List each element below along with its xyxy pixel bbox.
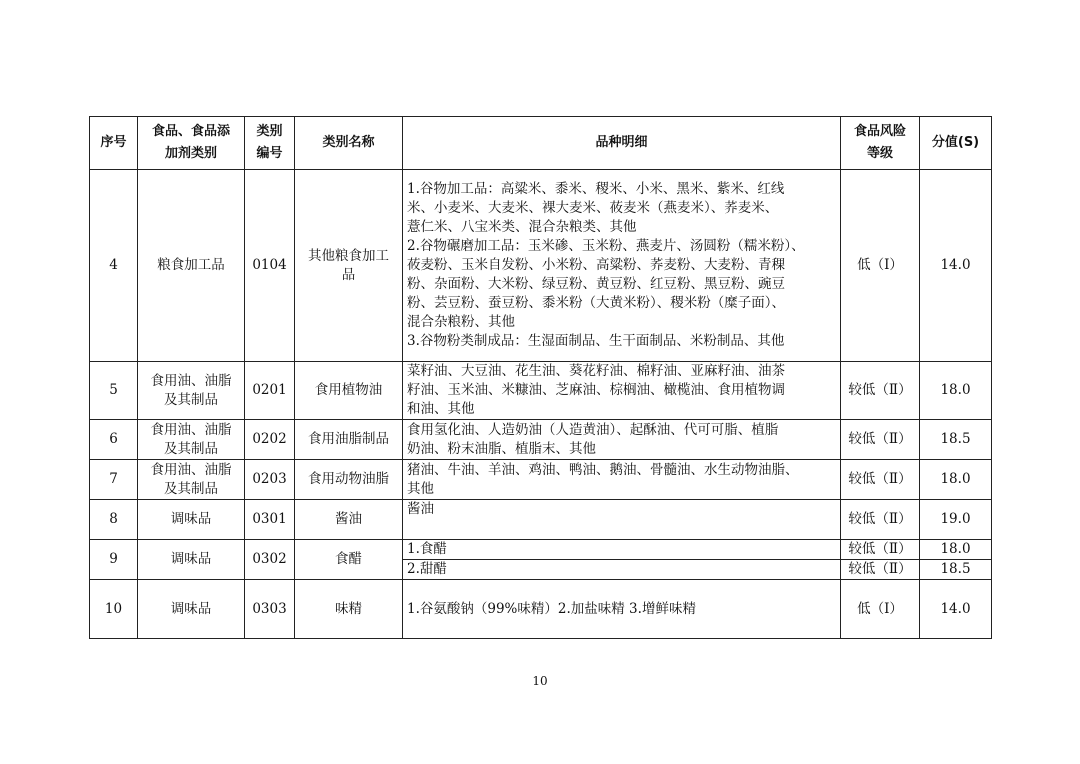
category-line: 调味品 — [170, 600, 212, 617]
code-cell: 0201 — [245, 362, 295, 420]
category-cell — [138, 420, 245, 460]
name-line: 食用油脂制品 — [308, 431, 389, 447]
name-cell — [295, 540, 403, 580]
name-cell — [295, 420, 403, 460]
header-code-line-1: 类别 — [256, 124, 283, 139]
risk-cell: 较低（Ⅱ） — [841, 362, 920, 420]
header-category-line-2: 加剂类别 — [164, 146, 217, 161]
name-cell — [295, 362, 403, 420]
seq-cell: 4 — [90, 170, 138, 362]
food-risk-table — [89, 116, 992, 639]
detail-line: 粉、杂面粉、大米粉、绿豆粉、黄豆粉、红豆粉、黑豆粉、豌豆 — [407, 276, 785, 292]
detail-line: 薏仁米、八宝米类、混合杂粮类、其他 — [407, 219, 637, 235]
detail-line: 菜籽油、大豆油、花生油、葵花籽油、棉籽油、亚麻籽油、油茶 — [407, 363, 785, 379]
category-line: 及其制品 — [164, 480, 218, 497]
name-line: 味精 — [335, 600, 362, 617]
detail-line: 奶油、粉末油脂、植脂末、其他 — [407, 440, 596, 457]
category-cell — [138, 170, 245, 362]
code-cell: 0104 — [245, 170, 295, 362]
detail-line: 2.谷物碾磨加工品：玉米碜、玉米粉、燕麦片、汤圆粉（糯米粉）、 — [407, 238, 805, 254]
score-cell: 14.0 — [920, 170, 992, 362]
table-row — [90, 362, 992, 420]
code-cell: 0203 — [245, 460, 295, 500]
code-cell: 0202 — [245, 420, 295, 460]
page-number: 10 — [532, 674, 548, 688]
name-line: 品 — [341, 266, 356, 283]
seq-cell: 10 — [90, 580, 138, 639]
header-code-line-2: 编号 — [256, 146, 283, 161]
seq-cell: 7 — [90, 460, 138, 500]
risk-cell: 较低（Ⅱ） — [841, 420, 920, 460]
table-row — [90, 170, 992, 362]
risk-cell: 较低（Ⅱ） — [841, 560, 920, 580]
detail-line: 混合杂粮粉、其他 — [407, 314, 515, 330]
header-score: 分值(S) — [920, 117, 992, 170]
category-line: 及其制品 — [164, 440, 218, 457]
name-cell — [295, 170, 403, 362]
name-cell — [295, 500, 403, 540]
detail-line: 莜麦粉、玉米自发粉、小米粉、高粱粉、荞麦粉、大麦粉、青稞 — [407, 257, 785, 273]
score-cell: 18.0 — [920, 540, 992, 560]
seq-cell: 5 — [90, 362, 138, 420]
table-row — [90, 540, 992, 560]
name-cell — [295, 580, 403, 639]
seq-cell: 8 — [90, 500, 138, 540]
detail-line: 米、小麦米、大麦米、裸大麦米、莜麦米（燕麦米）、荞麦米、 — [407, 200, 779, 216]
header-risk-line-1: 食品风险 — [853, 124, 906, 139]
name-line: 其他粮食加工 — [308, 247, 389, 264]
score-cell: 18.0 — [920, 362, 992, 420]
category-cell — [138, 460, 245, 500]
detail-cell — [403, 420, 841, 460]
table-row — [90, 500, 992, 540]
name-cell — [295, 460, 403, 500]
category-line: 及其制品 — [164, 391, 218, 408]
detail-cell — [403, 460, 841, 500]
detail-line: 1.谷物加工品：高粱米、黍米、稷米、小米、黑米、紫米、红线 — [407, 181, 785, 197]
category-line: 食用油、油脂 — [150, 372, 232, 389]
risk-cell: 低（Ⅰ） — [841, 170, 920, 362]
score-cell: 19.0 — [920, 500, 992, 540]
name-line: 酱油 — [335, 511, 362, 527]
detail-line: 3.谷物粉类制成品：生湿面制品、生干面制品、米粉制品、其他 — [407, 333, 785, 349]
header-code — [245, 117, 295, 170]
category-cell — [138, 580, 245, 639]
table-row — [90, 460, 992, 500]
score-cell: 14.0 — [920, 580, 992, 639]
header-detail: 品种明细 — [403, 117, 841, 170]
category-line: 调味品 — [170, 511, 212, 527]
seq-cell: 6 — [90, 420, 138, 460]
header-category — [138, 117, 245, 170]
detail-line: 1.谷氨酸钠（99%味精）2.加盐味精 3.增鲜味精 — [407, 600, 696, 617]
detail-cell — [403, 362, 841, 420]
category-cell — [138, 540, 245, 580]
detail-cell — [403, 580, 841, 639]
detail-line: 粉、芸豆粉、蚕豆粉、黍米粉（大黄米粉）、稷米粉（糜子面）、 — [407, 295, 785, 311]
code-cell: 0303 — [245, 580, 295, 639]
risk-cell: 较低（Ⅱ） — [841, 540, 920, 560]
detail-line: 食用氢化油、人造奶油（人造黄油）、起酥油、代可可脂、植脂 — [407, 421, 779, 438]
category-line: 食用油、油脂 — [150, 461, 232, 478]
header-risk-line-2: 等级 — [866, 146, 893, 161]
name-line: 食用植物油 — [314, 382, 383, 398]
detail-line: 和油、其他 — [407, 401, 475, 417]
detail-cell: 1.食醋 — [403, 540, 841, 560]
risk-cell: 较低（Ⅱ） — [841, 500, 920, 540]
category-line: 粮食加工品 — [157, 257, 225, 273]
header-row — [90, 117, 992, 170]
category-cell — [138, 500, 245, 540]
header-category-line-1: 食品、食品添 — [151, 124, 230, 139]
name-line: 食用动物油脂 — [308, 471, 389, 487]
category-line: 调味品 — [170, 551, 212, 567]
table-row — [90, 580, 992, 639]
category-cell — [138, 362, 245, 420]
category-line: 食用油、油脂 — [150, 421, 232, 438]
header-seq: 序号 — [90, 117, 138, 170]
seq-cell: 9 — [90, 540, 138, 580]
code-cell: 0301 — [245, 500, 295, 540]
table-row — [90, 420, 992, 460]
detail-cell: 2.甜醋 — [403, 560, 841, 580]
header-risk — [841, 117, 920, 170]
risk-cell: 低（Ⅰ） — [841, 580, 920, 639]
detail-line: 猪油、牛油、羊油、鸡油、鸭油、鹅油、骨髓油、水生动物油脂、 — [407, 461, 799, 478]
header-name: 类别名称 — [295, 117, 403, 170]
score-cell: 18.5 — [920, 420, 992, 460]
score-cell: 18.5 — [920, 560, 992, 580]
name-line: 食醋 — [335, 551, 362, 567]
detail-cell — [403, 170, 841, 362]
risk-cell: 较低（Ⅱ） — [841, 460, 920, 500]
detail-line: 酱油 — [407, 501, 434, 517]
detail-cell — [403, 500, 841, 540]
score-cell: 18.0 — [920, 460, 992, 500]
detail-line: 籽油、玉米油、米糠油、芝麻油、棕榈油、橄榄油、食用植物调 — [407, 382, 785, 398]
code-cell: 0302 — [245, 540, 295, 580]
detail-line: 其他 — [407, 480, 434, 497]
